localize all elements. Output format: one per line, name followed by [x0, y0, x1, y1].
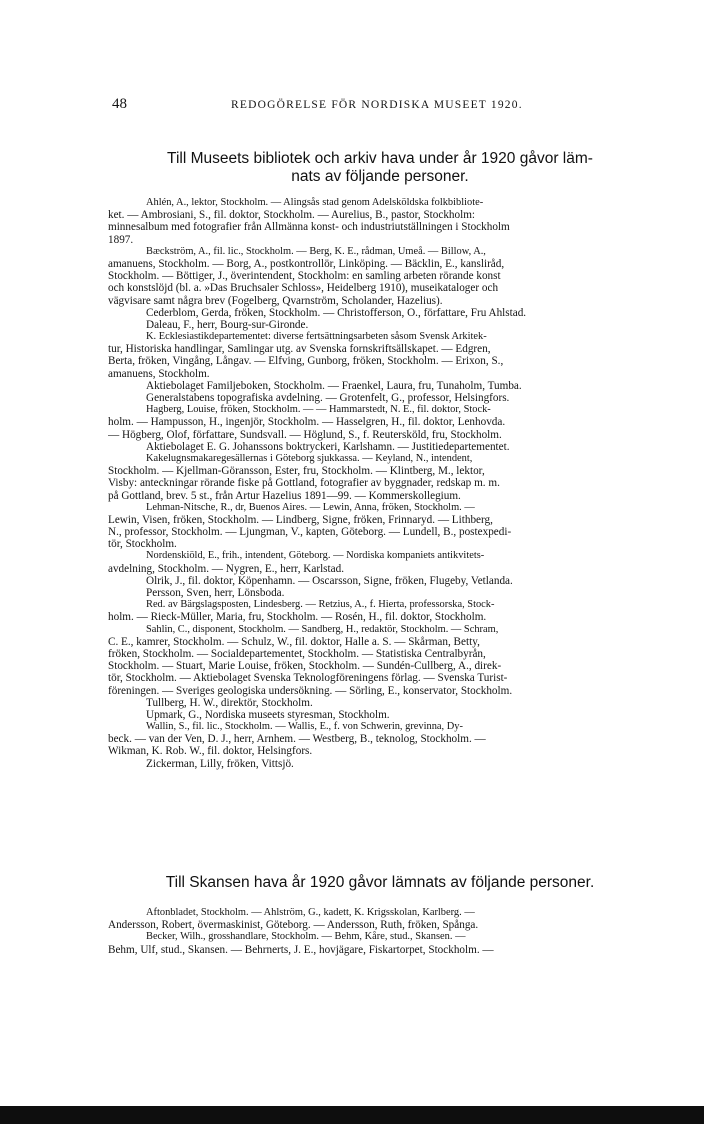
- text-line: Aktiebolaget E. G. Johanssons boktryckeri, Karlshamn. — Justitiedepartementet.: [146, 440, 510, 453]
- text-line: Upmark, G., Nordiska museets styresman, Stockholm.: [146, 708, 390, 721]
- text-line: på Gottland, brev. 5 st., från Artur Hazelius 1891—99. — Kommerskollegium.: [108, 489, 461, 502]
- skansen-section-heading: [100, 874, 660, 892]
- text-line: Stockholm. — Stuart, Marie Louise, fröken, Stockholm. — Sundén-Cullberg, A., direk-: [108, 660, 502, 673]
- text-line: Generalstabens topografiska avdelning. — Grotenfelt, G., professor, Helsingfors.: [146, 392, 510, 404]
- text-line: tör, Stockholm. — Aktiebolaget Svenska Teknologföreningens förlag. — Svenska Turist-: [108, 672, 508, 685]
- text-line: Stockholm. — Böttiger, J., överintendent, Stockholm: en samling arbeten rörande konst: [108, 270, 501, 283]
- text-line: holm. — Hampusson, H., ingenjör, Stockholm. — Hasselgren, H., fil. doktor, Lenhovda.: [108, 416, 506, 429]
- text-line: Behm, Ulf, stud., Skansen. — Behrnerts, J. E., hovjägare, Fiskartorpet, Stockholm. —: [108, 943, 494, 956]
- running-title: REDOGÖRELSE FÖR NORDISKA MUSEET 1920.: [231, 99, 523, 111]
- library-donor-list: [108, 197, 648, 770]
- text-line: Aktiebolaget Familjeboken, Stockholm. — Fraenkel, Laura, fru, Tunaholm, Tumba.: [146, 379, 522, 392]
- text-line: vägvisare samt några brev (Fogelberg, Qvarnström, Scholander, Hazelius).: [108, 294, 443, 307]
- text-line: Ahlén, A., lektor, Stockholm. — Alingsås stad genom Adelsköldska folkbibliote-: [146, 197, 484, 208]
- heading-line: Till Skansen hava år 1920 gåvor lämnats av följande personer.: [165, 874, 595, 891]
- text-line: minnesalbum med fotografier från Allmänna konst- och industriutställningen i Stockholm: [108, 221, 510, 234]
- text-line: och konstslöjd (bl. a. »Das Bruchsaler Schloss», Heidelberg 1910), museikataloger och: [108, 282, 499, 295]
- text-line: Bæckström, A., fil. lic., Stockholm. — Berg, K. E., rådman, Umeå. — Billow, A.,: [146, 245, 486, 257]
- text-line: — Högberg, Olof, författare, Sundsvall. — Höglund, S., f. Reutersköld, fru, Stockholm.: [108, 428, 502, 441]
- text-line: 1897.: [108, 233, 134, 246]
- text-line: amanuens, Stockholm. — Borg, A., postkontrollör, Linköping. — Bäcklin, E., kansliråd,: [108, 257, 505, 270]
- text-line: tur, Historiska handlingar, Samlingar utg. av Svenska fornskriftsällskapet. — Edgren,: [108, 343, 491, 356]
- text-line: avdelning, Stockholm. — Nygren, E., herr, Karlstad.: [108, 562, 344, 575]
- text-line: ket. — Ambrosiani, S., fil. doktor, Stockholm. — Aurelius, B., pastor, Stockholm:: [108, 209, 476, 222]
- skansen-donor-list: [108, 907, 648, 956]
- heading-line: nats av följande personer.: [291, 168, 469, 185]
- text-line: Persson, Sven, herr, Lönsboda.: [146, 587, 285, 599]
- text-line: Nordenskiöld, E., frih., intendent, Göteborg. — Nordiska kompaniets antikvitets-: [146, 550, 485, 562]
- library-section-heading: [100, 150, 660, 186]
- text-line: Stockholm. — Kjellman-Göransson, Ester, fru, Stockholm. — Klintberg, M., lektor,: [108, 465, 485, 478]
- scan-bottom-edge: [0, 1106, 704, 1124]
- text-line: Tullberg, H. W., direktör, Stockholm.: [146, 696, 313, 709]
- text-line: föreningen. — Sveriges geologiska undersökning. — Sörling, E., konservator, Stockholm.: [108, 684, 513, 697]
- text-line: Andersson, Robert, övermaskinist, Göteborg. — Andersson, Ruth, fröken, Spånga.: [108, 919, 479, 932]
- text-line: beck. — van der Ven, D. J., herr, Arnhem. — Westberg, B., teknolog, Stockholm. —: [108, 733, 486, 746]
- text-line: amanuens, Stockholm.: [108, 367, 210, 380]
- text-line: Becker, Wilh., grosshandlare, Stockholm. — Behm, Kåre, stud., Skansen. —: [146, 931, 466, 943]
- text-line: N., professor, Stockholm. — Ljungman, V., kapten, Göteborg. — Lundell, B., postexpedi-: [108, 526, 512, 539]
- text-line: Visby: anteckningar rörande fiske på Gottland, fotografier av byggnader, redskap m. m.: [108, 477, 500, 490]
- running-header: [108, 96, 648, 114]
- text-line: Lehman-Nitsche, R., dr, Buenos Aires. — Lewin, Anna, fröken, Stockholm. —: [146, 501, 475, 513]
- text-line: Berta, fröken, Vingång, Långav. — Elfving, Gunborg, fröken, Stockholm. — Erixon, S.,: [108, 355, 504, 368]
- text-line: K. Ecklesiastikdepartementet: diverse fertsättningsarbeten såsom Svensk Arkitek-: [146, 331, 487, 343]
- text-line: Wallin, S., fil. lic., Stockholm. — Wallis, E., f. von Schwerin, grevinna, Dy-: [146, 721, 463, 733]
- text-line: fröken, Stockholm. — Socialdepartementet, Stockholm. — Statistiska Centralbyrån,: [108, 647, 486, 660]
- text-line: Daleau, F., herr, Bourg-sur-Gironde.: [146, 318, 309, 331]
- heading-line: Till Museets bibliotek och arkiv hava under år 1920 gåvor läm-: [167, 150, 593, 167]
- text-line: Zickerman, Lilly, fröken, Vittsjö.: [146, 757, 294, 770]
- text-line: C. E., kamrer, Stockholm. — Schulz, W., fil. doktor, Halle a. S. — Skårman, Betty,: [108, 635, 480, 648]
- text-line: Kakelugnsmakaregesällernas i Göteborg sjukkassa. — Keyland, N., intendent,: [146, 452, 473, 464]
- text-line: Olrik, J., fil. doktor, Köpenhamn. — Oscarsson, Signe, fröken, Flugeby, Vetlanda.: [146, 574, 513, 587]
- text-line: Wikman, K. Rob. W., fil. doktor, Helsingfors.: [108, 745, 313, 758]
- text-line: tör, Stockholm.: [108, 538, 177, 551]
- text-line: Aftonbladet, Stockholm. — Ahlström, G., kadett, K. Krigsskolan, Karlberg. —: [146, 907, 475, 918]
- text-line: Sahlin, C., disponent, Stockholm. — Sandberg, H., redaktör, Stockholm. — Schram,: [146, 623, 499, 635]
- text-line: Hagberg, Louise, fröken, Stockholm. — — Hammarstedt, N. E., fil. doktor, Stock-: [146, 404, 491, 416]
- text-line: Cederblom, Gerda, fröken, Stockholm. — Christofferson, O., författare, Fru Ahlstad.: [146, 306, 527, 319]
- text-line: Red. av Bärgslagsposten, Lindesberg. — Retzius, A., f. Hierta, professorska, Stock-: [146, 599, 495, 611]
- page-number: 48: [112, 96, 127, 112]
- text-line: Lewin, Visen, fröken, Stockholm. — Lindberg, Signe, fröken, Frinnaryd. — Lithberg,: [108, 513, 493, 526]
- text-line: holm. — Rieck-Müller, Maria, fru, Stockholm. — Rosén, H., fil. doktor, Stockholm.: [108, 611, 487, 624]
